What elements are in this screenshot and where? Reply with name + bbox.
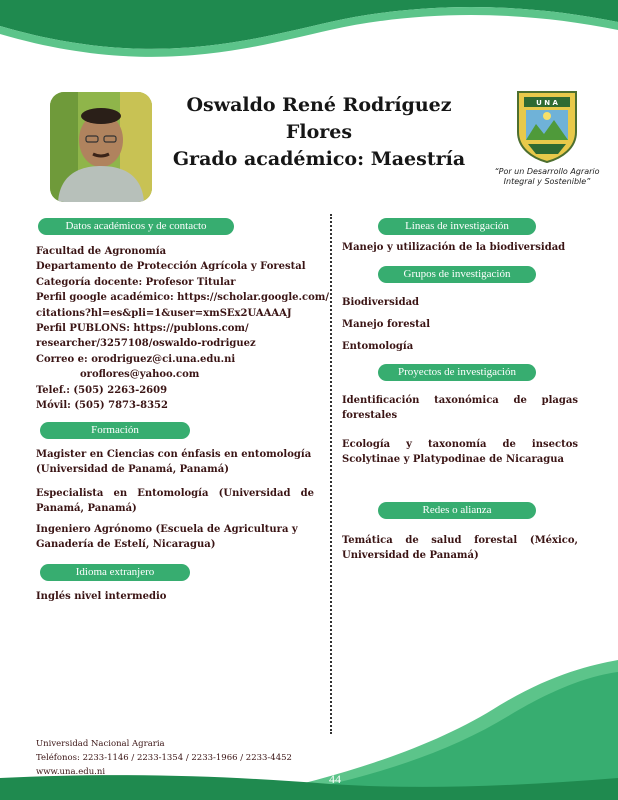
email-line[interactable]: Correo e: orodriguez@ci.una.edu.ni xyxy=(36,353,236,365)
language-item: Inglés nivel intermedio xyxy=(36,591,167,602)
research-project-item xyxy=(342,437,578,468)
education-item-line: (Universidad de Panamá, Panamá) xyxy=(36,464,229,476)
project-item-line: Identificación taxonómica de plagas xyxy=(342,395,578,406)
education-item-line: Ganadería de Estelí, Nicaragua) xyxy=(36,539,216,551)
education-item xyxy=(36,447,314,478)
page-number: 44 xyxy=(329,772,341,786)
google-scholar-line[interactable]: Perfil google académico: https://scholar.google.com/ xyxy=(36,292,329,304)
column-divider xyxy=(330,214,332,734)
profile-photo xyxy=(50,92,152,202)
publons-line[interactable]: Perfil PUBLONS: https://publons.com/ xyxy=(36,323,249,335)
education-item-line: Especialista en Entomología (Universidad de xyxy=(36,488,314,499)
education-item xyxy=(36,522,314,553)
education-item xyxy=(36,486,314,517)
research-groups-heading: Grupos de investigación xyxy=(378,266,536,283)
network-item-line: Universidad de Panamá) xyxy=(342,550,479,562)
research-group-item: Manejo forestal xyxy=(342,319,431,330)
footer-contact xyxy=(36,737,292,779)
education-item-line: Panamá, Panamá) xyxy=(36,503,137,515)
faculty-line: Facultad de Agronomía xyxy=(36,246,167,257)
phone-line: Telef.: (505) 2263-2609 xyxy=(36,384,168,396)
research-lines-heading: Líneas de investigación xyxy=(378,218,536,235)
publons-url-cont[interactable]: researcher/3257108/oswaldo-rodriguez xyxy=(36,338,256,350)
top-wave-decoration xyxy=(0,0,618,70)
network-item xyxy=(342,533,578,564)
university-seal-logo xyxy=(514,88,580,164)
research-group-item: Entomología xyxy=(342,341,414,352)
education-item-line: Ingeniero Agrónomo (Escuela de Agricultura y xyxy=(36,524,298,535)
footer-website[interactable]: www.una.edu.ni xyxy=(36,767,106,777)
person-name: Oswaldo René Rodríguez Flores xyxy=(186,94,452,143)
mobile-line: Móvil: (505) 7873-8352 xyxy=(36,400,168,412)
language-heading: Idioma extranjero xyxy=(40,564,190,581)
department-line: Departamento de Protección Agrícola y Forestal xyxy=(36,261,306,273)
category-line: Categoría docente: Profesor Titular xyxy=(36,276,236,288)
research-project-item xyxy=(342,393,578,424)
research-projects-heading: Proyectos de investigación xyxy=(378,364,536,381)
education-item-line: Magister en Ciencias con énfasis en entomología xyxy=(36,449,312,460)
contact-heading: Datos académicos y de contacto xyxy=(38,218,234,235)
project-item-line: Scolytinae y Platypodinae de Nicaragua xyxy=(342,454,565,466)
footer-phones: Teléfonos: 2233-1146 / 2233-1354 / 2233-1966 / 2233-4452 xyxy=(36,753,292,763)
research-line-item: Manejo y utilización de la biodiversidad xyxy=(342,242,566,253)
svg-text:U N A: U N A xyxy=(536,99,558,107)
footer-institution: Universidad Nacional Agraria xyxy=(36,739,165,749)
google-scholar-url-cont[interactable]: citations?hl=es&pli=1&user=xmSEx2UAAAAJ xyxy=(36,307,292,319)
university-motto: “Por un Desarrollo Agrario Integral y Sostenible” xyxy=(494,167,600,186)
contact-details xyxy=(36,244,329,413)
project-item-line: forestales xyxy=(342,410,398,422)
academic-degree: Grado académico: Maestría xyxy=(172,148,466,170)
email-line-2[interactable]: oroflores@yahoo.com xyxy=(80,369,200,381)
networks-heading: Redes o alianza xyxy=(378,502,536,519)
name-block xyxy=(160,92,478,173)
research-group-item: Biodiversidad xyxy=(342,297,420,308)
bottom-wave-decoration xyxy=(0,660,618,800)
education-heading: Formación xyxy=(40,422,190,439)
project-item-line: Ecología y taxonomía de insectos xyxy=(342,439,578,450)
network-item-line: Temática de salud forestal (México, xyxy=(342,535,578,546)
